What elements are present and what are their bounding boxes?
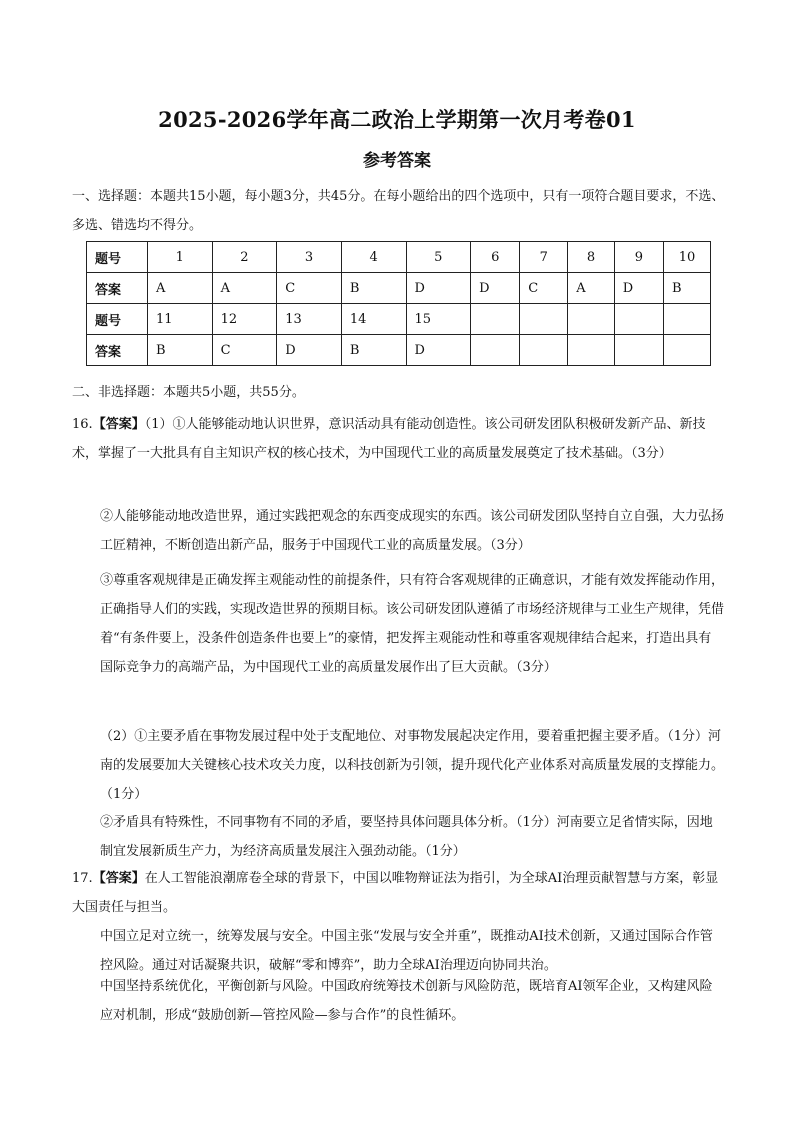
table-cell: D	[406, 273, 471, 304]
table-row	[87, 273, 711, 304]
table-row	[87, 242, 711, 273]
table-row	[87, 304, 711, 335]
answer-paragraph: （1）①人能够能动地认识世界，意识活动具有能动创造性。该公司研发团队积极研发新产品、新技术，掌握了一大批具有自主知识产权的核心技术，为中国现代工业的高质量发展奠定了技术基础。（3分）	[72, 417, 706, 461]
table-cell: 14	[341, 304, 406, 335]
answer-paragraph: ③尊重客观规律是正确发挥主观能动性的前提条件，只有符合客观规律的正确意识，才能有效发挥能动作用，正确指导人们的实践，实现改造世界的预期目标。该公司研发团队遵循了市场经济规律与工业生产规律，凭借着“有条件要上，没条件创造条件也要上”的豪情，把发挥主观能动性和尊重客观规律结合起来，打造出具有国际竞争力的高端产品，为中国现代工业的高质量发展作出了巨大贡献。（3分）	[100, 573, 725, 675]
table-cell: 7	[520, 242, 568, 273]
table-cell: D	[471, 273, 520, 304]
answer-tag: 【答案】	[92, 417, 145, 432]
table-cell	[471, 335, 520, 366]
table-cell: 4	[341, 242, 406, 273]
answer-paragraph: （2）①主要矛盾在事物发展过程中处于支配地位、对事物发展起决定作用，要着重把握主要矛盾。（1分）河南的发展要加大关键核心技术攻关力度，以科技创新为引领，提升现代化产业体系对高质量发展的支撑能力。（1分）	[100, 729, 725, 802]
table-cell: 3	[277, 242, 342, 273]
answer-paragraph: ②矛盾具有特殊性，不同事物有不同的矛盾，要坚持具体问题具体分析。（1分）河南要立足省情实际，因地制宜发展新质生产力，为经济高质量发展注入强劲动能。（1分）	[100, 815, 713, 859]
table-cell: 10	[663, 242, 710, 273]
question-16-answer-part1	[72, 410, 724, 468]
table-cell: 12	[212, 304, 277, 335]
table-cell: 6	[471, 242, 520, 273]
question-number: 16.	[72, 417, 93, 432]
table-cell	[520, 304, 568, 335]
table-cell: D	[406, 335, 471, 366]
answer-paragraph: 中国立足对立统一，统筹发展与安全。中国主张“发展与安全并重”，既推动AI技术创新，又通过国际合作管控风险。通过对话凝聚共识，破解“零和博弈”，助力全球AI治理迈向协同共治。	[100, 929, 713, 973]
table-cell: 2	[212, 242, 277, 273]
table-cell: 11	[148, 304, 213, 335]
table-cell	[568, 335, 615, 366]
row-label: 答案	[87, 335, 148, 366]
table-cell: B	[663, 273, 710, 304]
table-cell: 1	[148, 242, 213, 273]
table-cell: 13	[277, 304, 342, 335]
answer-paragraph: 中国坚持系统优化，平衡创新与风险。中国政府统筹技术创新与风险防范，既培育AI领军企业，又构建风险应对机制，形成“鼓励创新—管控风险—参与合作”的良性循环。	[100, 979, 713, 1023]
table-cell: A	[148, 273, 213, 304]
table-row	[87, 335, 711, 366]
table-cell	[520, 335, 568, 366]
table-cell: 8	[568, 242, 615, 273]
table-cell: D	[614, 273, 663, 304]
question-number: 17.	[72, 871, 93, 886]
table-cell	[614, 335, 663, 366]
section1-heading: 一、选择题：本题共15小题，每小题3分，共45分。在每小题给出的四个选项中，只有一项符合题目要求，不选、多选、错选均不得分。	[72, 189, 725, 233]
table-cell: 5	[406, 242, 471, 273]
table-cell: C	[212, 335, 277, 366]
table-cell	[663, 335, 710, 366]
answer-table	[86, 241, 711, 366]
table-cell: 15	[406, 304, 471, 335]
answer-paragraph: 在人工智能浪潮席卷全球的背景下，中国以唯物辩证法为指引，为全球AI治理贡献智慧与方案，彰显大国责任与担当。	[72, 871, 719, 915]
table-cell: 9	[614, 242, 663, 273]
answer-paragraph: ②人能够能动地改造世界，通过实践把观念的东西变成现实的东西。该公司研发团队坚持自立自强，大力弘扬工匠精神，不断创造出新产品，服务于中国现代工业的高质量发展。（3分）	[100, 509, 725, 553]
question-17-answer-part1	[72, 864, 724, 922]
table-cell: A	[568, 273, 615, 304]
table-cell: D	[277, 335, 342, 366]
page-subtitle: 参考答案	[363, 151, 431, 171]
table-cell: B	[148, 335, 213, 366]
table-cell: C	[277, 273, 342, 304]
table-cell	[471, 304, 520, 335]
table-cell: B	[341, 335, 406, 366]
row-label: 题号	[87, 242, 148, 273]
table-cell	[568, 304, 615, 335]
row-label: 答案	[87, 273, 148, 304]
table-cell	[614, 304, 663, 335]
page-title: 2025-2026学年高二政治上学期第一次月考卷01	[158, 107, 636, 132]
section2-heading: 二、非选择题：本题共5小题，共55分。	[72, 385, 305, 400]
table-cell	[663, 304, 710, 335]
answer-tag: 【答案】	[92, 871, 145, 886]
table-cell: B	[341, 273, 406, 304]
row-label: 题号	[87, 304, 148, 335]
table-cell: C	[520, 273, 568, 304]
table-cell: A	[212, 273, 277, 304]
